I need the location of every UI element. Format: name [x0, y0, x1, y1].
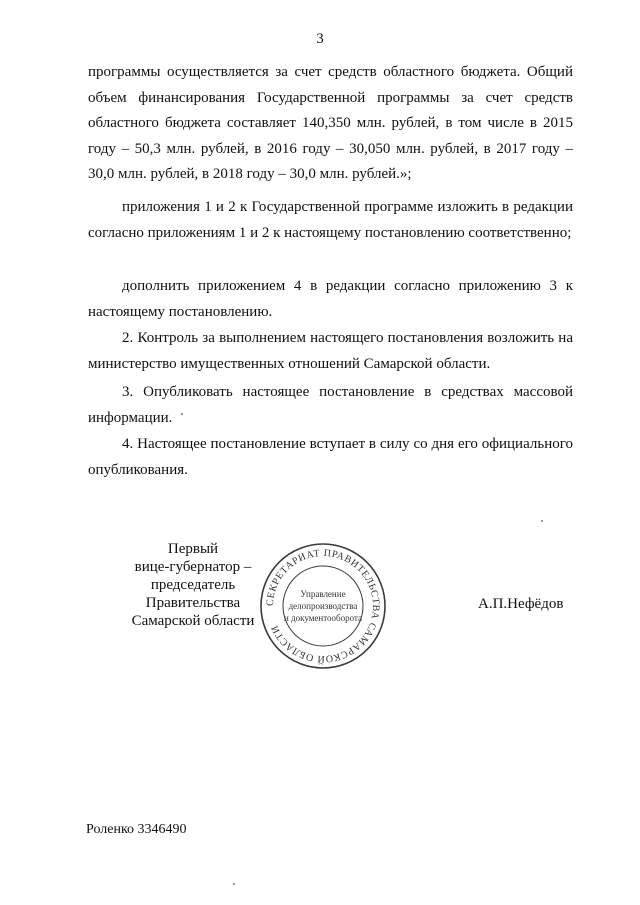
paragraph-publish: 3. Опубликовать настоящее постановление в средствах массовой информации. — [88, 384, 573, 426]
signatory-title-line: председатель Правительства — [145, 577, 241, 611]
executor-note: Роленко 3346490 — [86, 822, 187, 837]
signatory-name: А.П.Нефёдов — [478, 596, 564, 612]
page-number: 3 — [316, 31, 324, 47]
scan-speck — [541, 520, 543, 522]
signatory-title-line: Самарской области — [131, 613, 255, 629]
paragraph-add-appendix: дополнить приложением 4 в редакции согласно приложению 3 к настоящему постановлению. — [88, 278, 573, 320]
paragraph-control: 2. Контроль за выполнением настоящего постановления возложить на министерство имущественных отношений Самарской области. — [88, 330, 573, 372]
signatory-title-line: вице-губернатор – — [134, 559, 252, 575]
paragraph-appendices: приложения 1 и 2 к Государственной программе изложить в редакции согласно приложениям 1 и 2 к настоящему постановлению соответственно; — [88, 199, 573, 241]
paragraph-financing: программы осуществляется за счет средств областного бюджета. Общий объем финансирования Государственной программы за счет средств областного бюджета составляет 140,350 млн. рублей, в том числе в 2015 году – 50,3 млн. рублей, в 2016 году – 30,050 млн. рублей, в 2017 году – 30,0 млн. рублей, в 2018 году – 30,0 млн. рублей.»; — [88, 64, 573, 182]
stamp-center-line: и документооборота — [283, 613, 363, 623]
scan-speck — [181, 413, 183, 415]
stamp-ring-text: СЕКРЕТАРИАТ ПРАВИТЕЛЬСТВА САМАРСКОЙ ОБЛАСТИ — [264, 547, 382, 665]
scan-speck — [233, 883, 235, 885]
signatory-title — [108, 540, 278, 630]
stamp-center-line: Управление — [300, 589, 346, 599]
paragraph-effective: 4. Настоящее постановление вступает в силу со дня его официального опубликования. — [88, 436, 573, 478]
stamp-center-line: делопроизводства — [288, 601, 358, 611]
signatory-title-line: Первый — [167, 541, 219, 557]
